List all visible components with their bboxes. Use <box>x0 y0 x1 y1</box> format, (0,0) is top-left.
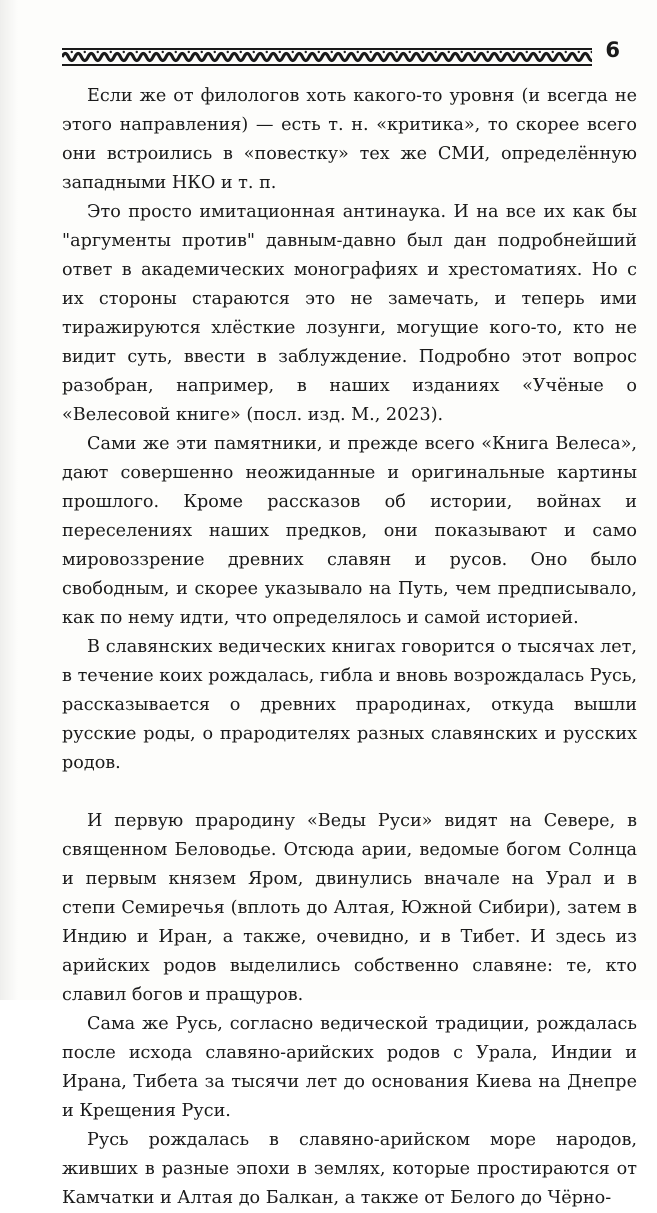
paragraph: Сами же эти памятники, и прежде всего «Книга Велеса», дают совершенно неожиданные и оригинальные картины прошлого. Кроме рассказов об истории, войнах и переселениях наших предков, они показывают и само мировоззрение древних славян и русов. Оно было свободным, и скорее указывало на Путь, чем предписывало, как по нему идти, что определялось и самой историей. <box>62 434 637 628</box>
page-edge-shadow <box>0 0 18 1000</box>
paragraph: В славянских ведических книгах говорится о тысячах лет, в течение коих рождалась, гибла и вновь возрождалась Русь, рассказывается о древних прародинах, откуда вышли русские роды, о прародителях разных славянских и русских родов. <box>62 637 637 773</box>
body-text <box>62 82 637 1213</box>
paragraph: И первую прародину «Веды Руси» видят на Севере, в священном Беловодье. Отсюда арии, ведомые богом Солнца и первым князем Яром, двинулись вначале на Урал и в степи Семиречья (вплоть до Алтая, Южной Сибири), затем в Индию и Иран, а также, очевидно, и в Тибет. И здесь из арийских родов выделились собственно славяне: те, кто славил богов и пращуров. <box>62 811 637 1005</box>
page-header <box>62 40 622 72</box>
paragraph: Если же от филологов хоть какого-то уровня (и всегда не этого направления) — есть т. н. «критика», то скорее всего они встроились в «повестку» тех же СМИ, определённую западными НКО и т. п. <box>62 86 637 193</box>
wave-ornament-icon <box>62 46 592 68</box>
paragraph: Сама же Русь, согласно ведической традиции, рождалась после исхода славяно-арийских родов с Урала, Индии и Ирана, Тибета за тысячи лет до основания Киева на Днепре и Крещения Руси. <box>62 1014 637 1121</box>
paragraph: Русь рождалась в славяно-арийском море народов, живших в разные эпохи в землях, которые простираются от Камчатки и Алтая до Балкан, а также от Белого до Чёрно- <box>62 1130 637 1208</box>
paragraph: Это просто имитационная антинаука. И на все их как бы "аргументы против" давным-давно был дан подробнейший ответ в академических монографиях и хрестоматиях. Но с их стороны стараются это не замечать, и теперь ими тиражируются хлёсткие лозунги, могущие кого-то, кто не видит суть, ввести в заблуждение. Подробно этот вопрос разобран, например, в наших изданиях «Учёные о «Велесовой книге» (посл. изд. М., 2023). <box>62 202 637 425</box>
page-number: 6 <box>605 38 620 62</box>
